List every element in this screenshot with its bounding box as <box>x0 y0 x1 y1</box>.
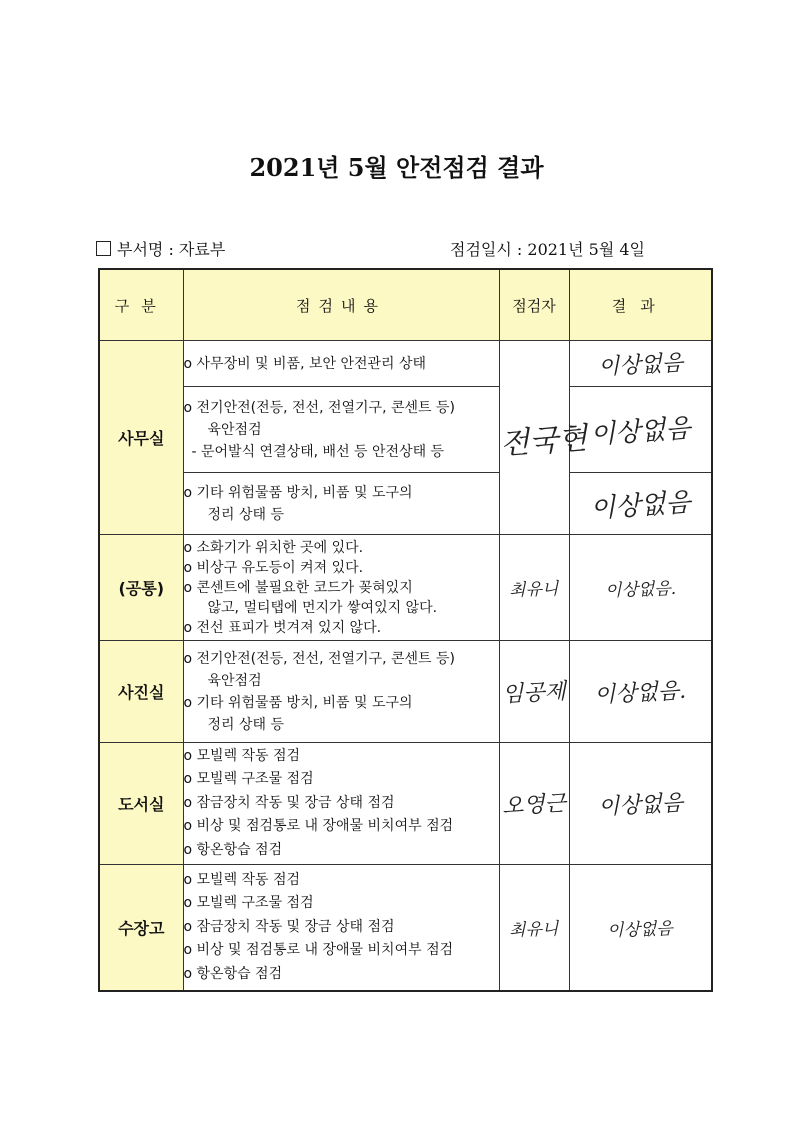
photo-room-inspector-signature <box>499 641 569 743</box>
result-signature: 이상없음 <box>589 413 692 451</box>
signature: 최유니 <box>509 579 560 601</box>
library-items <box>183 743 499 865</box>
content-line: o 항온항습 점검 <box>183 965 283 982</box>
office-result-3 <box>569 473 712 535</box>
result-signature: 이상없음 <box>597 350 684 381</box>
signature: 전국현 <box>498 420 588 462</box>
table-row <box>99 473 712 535</box>
result-signature: 이상없음. <box>593 678 687 709</box>
content-line: o 비상 및 점검통로 내 장애물 비치여부 점검 <box>183 942 454 958</box>
storage-inspector-signature <box>499 865 569 991</box>
table-row <box>99 865 712 991</box>
content-line: 않고, 멀티탭에 먼지가 쌓여있지 않다. <box>207 599 438 616</box>
header-result: 결과 <box>569 269 712 341</box>
result-signature: 이상없음 <box>607 918 674 941</box>
office-item-2 <box>183 387 499 473</box>
content-line: o 잠금장치 작동 및 장금 상태 점검 <box>183 918 395 935</box>
content-line: o 사무장비 및 비품, 보안 안전관리 상태 <box>183 355 427 372</box>
table-row <box>99 743 712 865</box>
office-item-3 <box>183 473 499 535</box>
common-items <box>183 535 499 641</box>
content-line: 육안점검 <box>207 672 262 689</box>
office-result-2 <box>569 387 712 473</box>
content-line: o 기타 위험물품 방치, 비품 및 도구의 <box>183 694 413 711</box>
office-inspector-signature <box>498 341 588 535</box>
content-line: o 전기안전(전등, 전선, 전열기구, 콘센트 등) <box>183 650 455 667</box>
page-title: 2021년 5월 안전점검 결과 <box>249 153 544 182</box>
photo-room-items <box>183 641 499 743</box>
table-row <box>99 535 712 641</box>
content-line: 정리 상태 등 <box>207 716 285 733</box>
common-inspector-signature <box>499 535 569 641</box>
content-line: o 전기안전(전등, 전선, 전열기구, 콘센트 등) <box>183 399 455 416</box>
storage-items <box>183 865 499 991</box>
result-signature: 이상없음 <box>589 487 692 525</box>
header-inspector: 점검자 <box>499 269 569 341</box>
photo-room-result <box>569 641 712 743</box>
table-row <box>99 341 712 387</box>
content-line: o 모빌렉 작동 점검 <box>183 747 301 764</box>
header-item: 구분 <box>99 269 183 341</box>
content-line: o 비상 및 점검통로 내 장애물 비치여부 점검 <box>183 818 454 835</box>
content-line: o 비상구 유도등이 켜져 있다. <box>183 559 364 576</box>
content-line: o 항온항습 점검 <box>183 841 283 858</box>
content-line: o 기타 위험물품 방치, 비품 및 도구의 <box>183 484 413 501</box>
signature: 임공제 <box>501 679 567 708</box>
storage-result <box>569 865 712 991</box>
department-line <box>96 237 225 260</box>
category-office: 사무실 <box>99 341 183 535</box>
department-label: 부서명 : 자료부 <box>117 240 226 259</box>
content-line: o 잠금장치 작동 및 장금 상태 점검 <box>183 794 395 811</box>
content-line: 육안점검 <box>207 421 262 438</box>
category-photo-room: 사진실 <box>99 641 183 743</box>
content-line: - 문어발식 연결상태, 배선 등 안전상태 등 <box>191 443 445 460</box>
table-row <box>99 641 712 743</box>
inspection-date: 점검일시 : 2021년 5월 4일 <box>450 240 646 259</box>
department-checkbox[interactable] <box>96 241 111 256</box>
category-library: 도서실 <box>99 743 183 865</box>
content-line: o 모빌렉 작동 점검 <box>183 871 301 888</box>
library-inspector-signature <box>499 743 569 865</box>
result-signature: 이상없음. <box>604 578 677 602</box>
content-line: o 전선 표피가 벗겨져 있지 않다. <box>183 619 382 636</box>
signature: 최유니 <box>509 918 560 941</box>
content-line: o 모빌렉 구조물 점검 <box>183 771 314 788</box>
content-line: o 소화기가 위치한 곳에 있다. <box>183 539 364 556</box>
inspection-table <box>98 268 713 992</box>
header-row <box>99 269 712 341</box>
content-line: o 콘센트에 불필요한 코드가 꽂혀있지 <box>183 579 413 596</box>
category-storage: 수장고 <box>99 865 183 991</box>
category-common: (공통) <box>99 535 183 641</box>
office-result-1 <box>569 341 712 387</box>
content-line: o 모빌렉 구조물 점검 <box>183 895 314 911</box>
table-row <box>99 387 712 473</box>
result-signature: 이상없음 <box>597 790 684 821</box>
library-result <box>569 743 712 865</box>
signature: 오영근 <box>501 791 567 820</box>
office-item-1 <box>183 341 499 387</box>
common-result <box>569 535 712 641</box>
content-line: 정리 상태 등 <box>207 506 285 523</box>
header-content: 점검내용 <box>183 269 499 341</box>
